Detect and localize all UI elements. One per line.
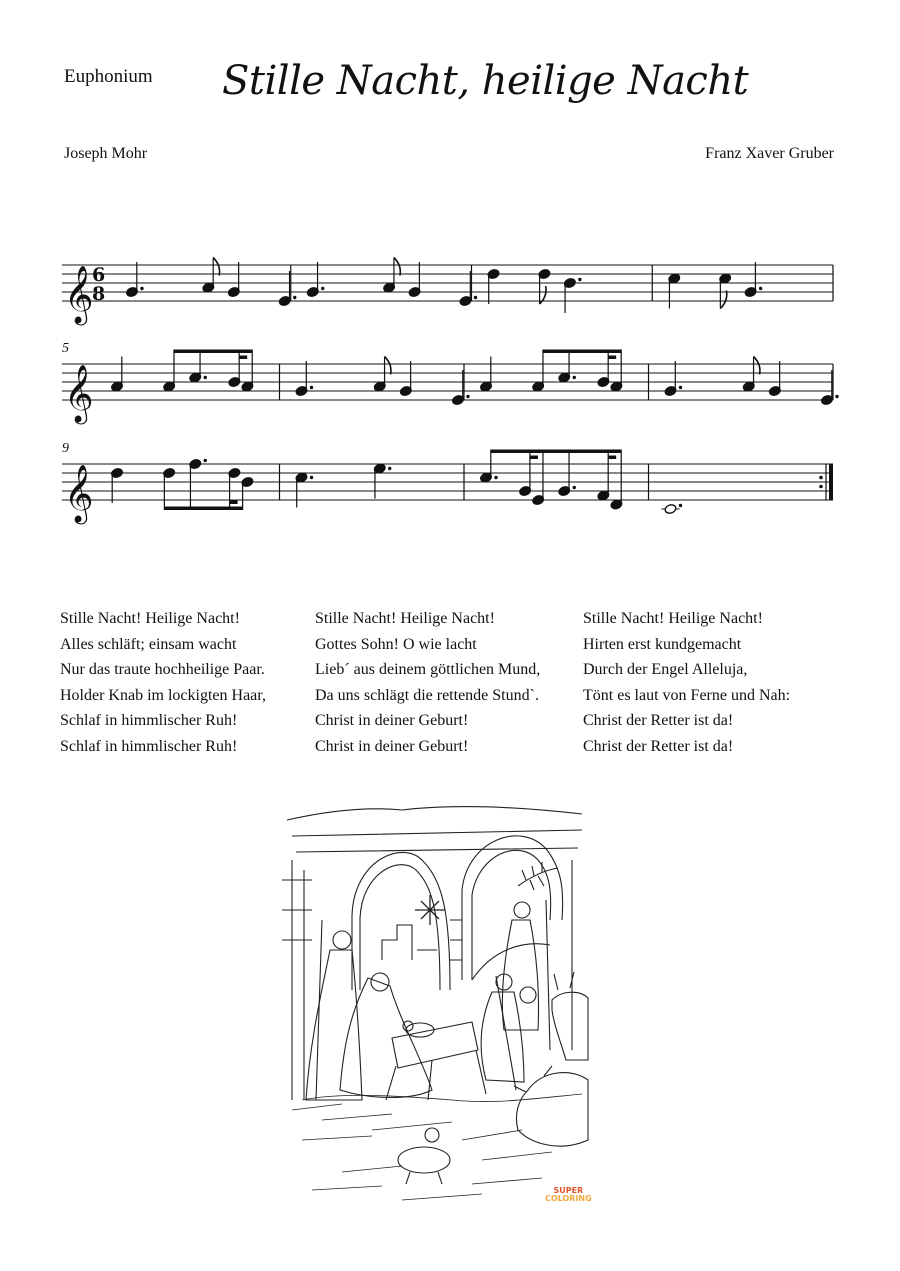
lyric-line: Christ in deiner Geburt!: [315, 712, 469, 729]
song-title: Stille Nacht, heilige Nacht: [222, 58, 749, 104]
lyric-line: Stille Nacht! Heilige Nacht!: [583, 610, 763, 627]
lyricist-name: Joseph Mohr: [64, 145, 148, 162]
treble-clef-icon: 𝄞: [64, 265, 94, 323]
lyric-line: Holder Knab im lockigten Haar,: [60, 686, 266, 704]
time-signature-numerator: 6: [92, 264, 106, 286]
repeat-dot: [819, 485, 823, 489]
lyrics-verse-3: [583, 606, 790, 759]
augmentation-dot: [204, 376, 207, 379]
measure-number: 5: [62, 341, 69, 356]
watermark-line: COLORING: [545, 1194, 592, 1203]
beam: [491, 450, 621, 454]
lyric-line: Tönt es laut von Ferne und Nah:: [583, 686, 791, 704]
watermark-line: SUPER: [553, 1186, 584, 1195]
joseph-figure: [306, 920, 362, 1100]
augmentation-dot: [474, 296, 477, 299]
lyric-line: Christ der Retter ist da!: [583, 712, 734, 729]
time-signature-denominator: 8: [92, 283, 106, 305]
watermark-logo: [545, 1187, 592, 1203]
lyric-line: Hirten erst kundgemacht: [583, 635, 742, 653]
lyric-line: Alles schläft; einsam wacht: [60, 635, 237, 653]
augmentation-dot: [466, 395, 469, 398]
measure-number: 9: [62, 441, 69, 456]
staff-system: [62, 341, 839, 425]
beam: [174, 350, 252, 354]
lyric-line: Gottes Sohn! O wie lacht: [315, 635, 477, 653]
instrument-name: Euphonium: [64, 66, 153, 87]
sixteenth-beam: [530, 456, 538, 460]
lyrics-verse-2: [315, 606, 540, 759]
augmentation-dot: [321, 287, 324, 290]
lyric-line: Schlaf in himmlischer Ruh!: [60, 737, 238, 755]
augmentation-dot: [573, 376, 576, 379]
note-head: [664, 503, 677, 514]
sixteenth-beam: [239, 356, 247, 360]
palm-branch-icon: [518, 862, 558, 890]
augmentation-dot: [140, 287, 143, 290]
augmentation-dot: [573, 486, 576, 489]
treble-clef-icon: 𝄞: [64, 464, 94, 522]
augmentation-dot: [835, 395, 838, 398]
final-barline: [829, 464, 833, 500]
augmentation-dot: [293, 296, 296, 299]
lyric-line: Stille Nacht! Heilige Nacht!: [60, 610, 240, 627]
beam: [543, 350, 621, 354]
lyric-line: Schlaf in himmlischer Ruh!: [60, 712, 238, 729]
treble-clef-icon: 𝄞: [64, 364, 94, 422]
sheet-music: [0, 200, 900, 560]
augmentation-dot: [388, 467, 391, 470]
augmentation-dot: [679, 504, 682, 507]
composer-name: Franz Xaver Gruber: [705, 145, 834, 162]
lamb-figure: [398, 1128, 450, 1184]
donkey-figure: [552, 972, 588, 1060]
beam: [164, 507, 242, 511]
note-flag: [394, 258, 400, 276]
nativity-illustration: [282, 800, 592, 1212]
staff-system: [62, 258, 833, 327]
note-flag: [754, 357, 760, 375]
augmentation-dot: [310, 476, 313, 479]
lyric-line: Christ in deiner Geburt!: [315, 737, 469, 755]
lyric-line: Christ der Retter ist da!: [583, 737, 734, 755]
staff-system: [62, 441, 833, 525]
lyric-line: Stille Nacht! Heilige Nacht!: [315, 610, 495, 627]
sixteenth-beam: [230, 501, 238, 505]
lyric-line: Durch der Engel Alleluja,: [583, 661, 748, 678]
ox-figure: [514, 1066, 588, 1146]
note-flag: [213, 258, 219, 276]
lyric-line: Da uns schlägt die rettende Stund`.: [315, 686, 539, 704]
augmentation-dot: [578, 278, 581, 281]
lyric-line: Nur das traute hochheilige Paar.: [60, 661, 265, 678]
note-flag: [385, 357, 391, 375]
augmentation-dot: [204, 459, 207, 462]
augmentation-dot: [494, 476, 497, 479]
manger-with-child: [386, 1021, 486, 1100]
mary-figure: [340, 973, 432, 1098]
sixteenth-beam: [608, 456, 616, 460]
note-flag: [720, 291, 726, 309]
straw-ground: [292, 1094, 582, 1200]
star-icon: [415, 895, 445, 925]
lyric-line: Lieb´ aus deinem göttlichen Mund,: [315, 661, 541, 678]
shepherds-figures: [481, 900, 550, 1090]
augmentation-dot: [310, 386, 313, 389]
augmentation-dot: [759, 287, 762, 290]
repeat-dot: [819, 476, 823, 480]
stable-background: [282, 807, 582, 1100]
augmentation-dot: [679, 386, 682, 389]
sixteenth-beam: [608, 356, 616, 360]
lyrics-verse-1: [60, 606, 266, 759]
